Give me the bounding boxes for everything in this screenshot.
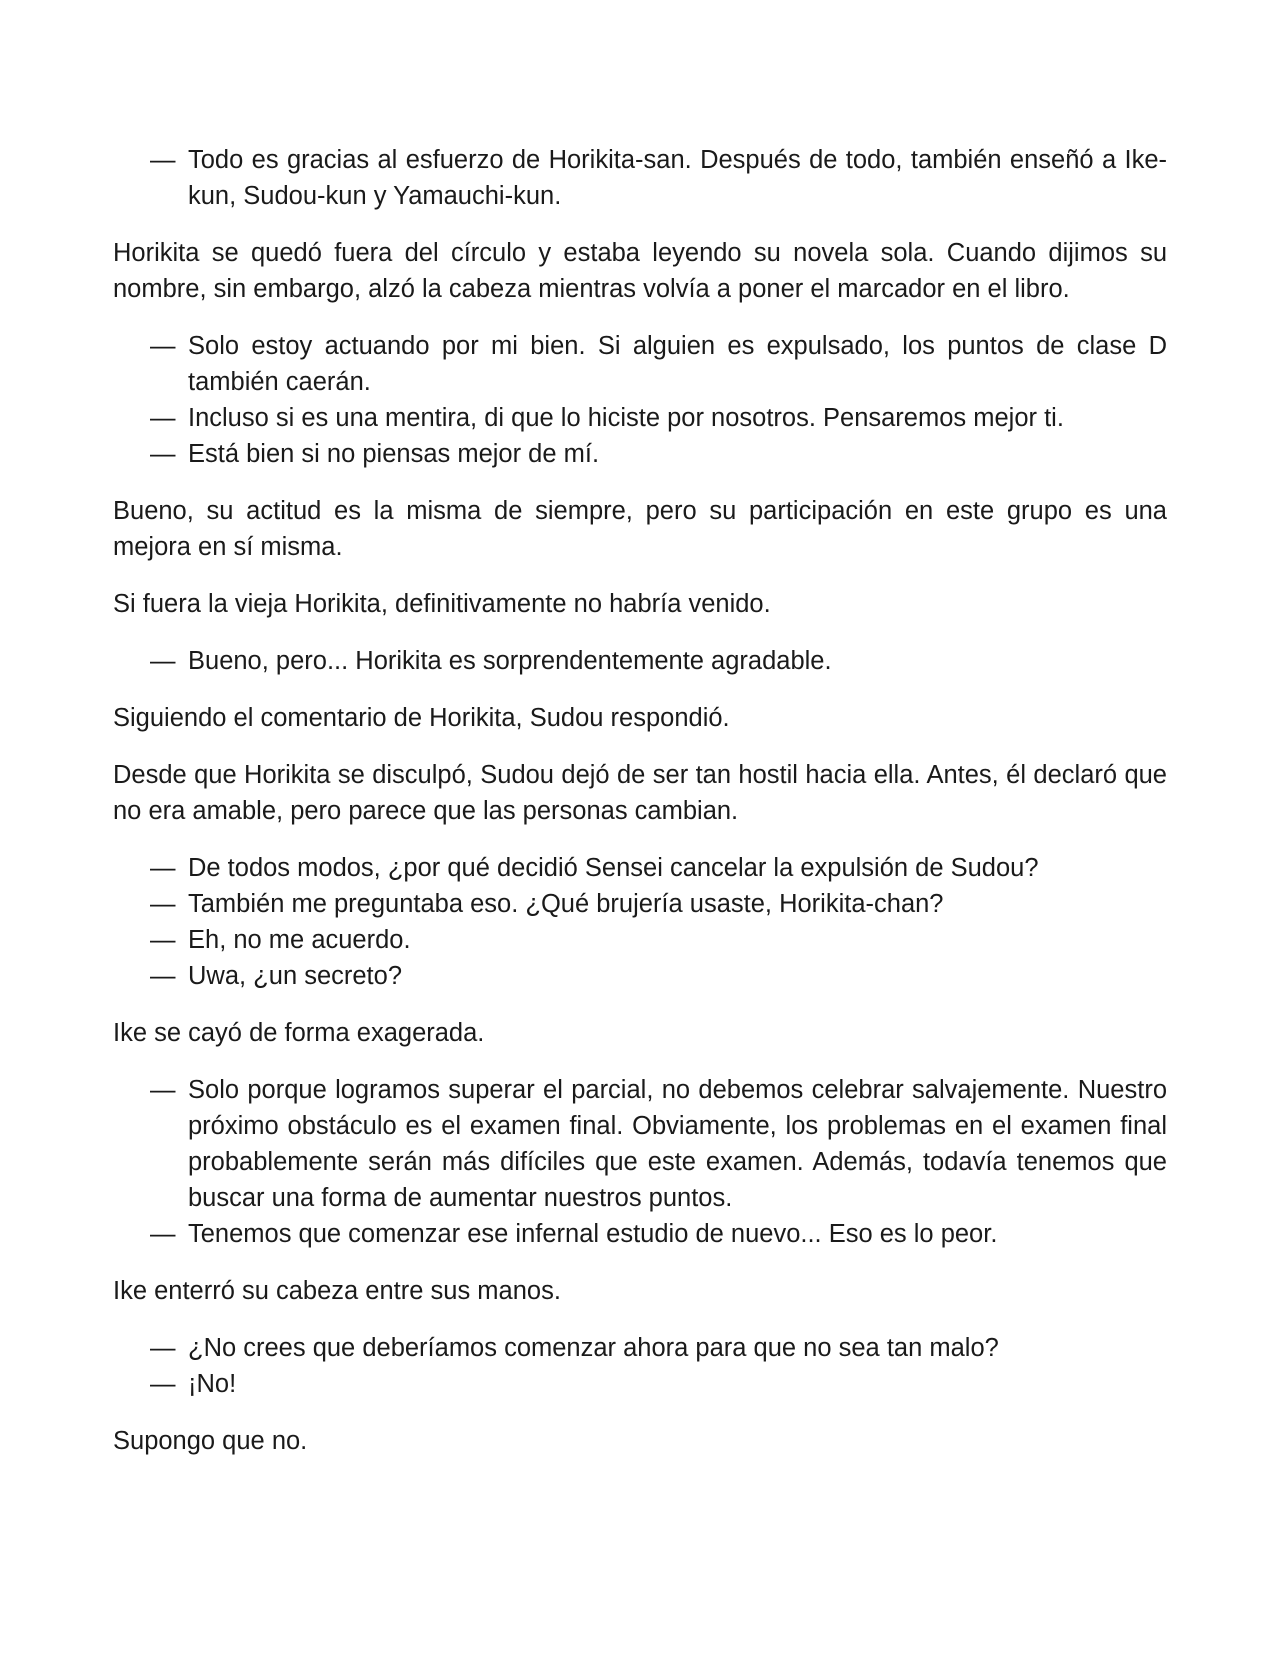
- dialogue-dash: —: [150, 854, 176, 882]
- dialogue-line: [113, 958, 1167, 994]
- dialogue-text: ¿No crees que deberíamos comenzar ahora para que no sea tan malo?: [188, 1334, 999, 1362]
- dialogue-dash: —: [150, 440, 176, 468]
- dialogue-line: [113, 922, 1167, 958]
- dialogue-text: Tenemos que comenzar ese infernal estudio de nuevo... Eso es lo peor.: [188, 1220, 998, 1248]
- dialogue-text: De todos modos, ¿por qué decidió Sensei cancelar la expulsión de Sudou?: [188, 854, 1039, 882]
- dialogue-dash: —: [150, 146, 176, 174]
- narration-paragraph: Desde que Horikita se disculpó, Sudou dejó de ser tan hostil hacia ella. Antes, él declaró que no era amable, pero parece que las personas cambian.: [113, 761, 1167, 825]
- document-page: [113, 142, 1167, 1480]
- dialogue-line: [113, 400, 1167, 436]
- dialogue-line: [113, 328, 1167, 400]
- dialogue-dash: —: [150, 1370, 176, 1398]
- narration-paragraph: Siguiendo el comentario de Horikita, Sudou respondió.: [113, 704, 730, 732]
- dialogue-dash: —: [150, 404, 176, 432]
- dialogue-line: [113, 142, 1167, 214]
- dialogue-text: También me preguntaba eso. ¿Qué brujería usaste, Horikita-chan?: [188, 890, 944, 918]
- dialogue-block: [113, 328, 1167, 472]
- dialogue-line: [113, 850, 1167, 886]
- dialogue-text: Eh, no me acuerdo.: [188, 926, 411, 954]
- dialogue-line: [113, 1330, 1167, 1366]
- dialogue-dash: —: [150, 890, 176, 918]
- dialogue-line: [113, 643, 1167, 679]
- dialogue-text: Todo es gracias al esfuerzo de Horikita-san. Después de todo, también enseñó a Ike-kun, Sudou-kun y Yamauchi-kun.: [188, 146, 1167, 210]
- narration-paragraph: Ike enterró su cabeza entre sus manos.: [113, 1277, 561, 1305]
- dialogue-dash: —: [150, 962, 176, 990]
- dialogue-block: [113, 643, 1167, 679]
- dialogue-text: Solo estoy actuando por mi bien. Si alguien es expulsado, los puntos de clase D también caerán.: [188, 332, 1167, 396]
- dialogue-dash: —: [150, 1076, 176, 1104]
- dialogue-text: Incluso si es una mentira, di que lo hiciste por nosotros. Pensaremos mejor ti.: [188, 404, 1064, 432]
- dialogue-dash: —: [150, 1334, 176, 1362]
- dialogue-block: [113, 1072, 1167, 1252]
- narration-paragraph: Ike se cayó de forma exagerada.: [113, 1019, 485, 1047]
- narration-paragraph: Si fuera la vieja Horikita, definitivamente no habría venido.: [113, 590, 771, 618]
- dialogue-text: Uwa, ¿un secreto?: [188, 962, 403, 990]
- narration-paragraph: Supongo que no.: [113, 1427, 308, 1455]
- dialogue-line: [113, 886, 1167, 922]
- narration-paragraph: Horikita se quedó fuera del círculo y estaba leyendo su novela sola. Cuando dijimos su nombre, sin embargo, alzó la cabeza mientras volvía a poner el marcador en el libro.: [113, 239, 1167, 303]
- dialogue-dash: —: [150, 926, 176, 954]
- dialogue-text: Solo porque logramos superar el parcial, no debemos celebrar salvajemente. Nuestro próximo obstáculo es el examen final. Obviamente, los problemas en el examen final probablemente serán más difíciles que este examen. Además, todavía tenemos que buscar una forma de aumentar nuestros puntos.: [188, 1076, 1167, 1212]
- dialogue-dash: —: [150, 332, 176, 360]
- dialogue-dash: —: [150, 647, 176, 675]
- dialogue-line: [113, 1216, 1167, 1252]
- dialogue-text: Bueno, pero... Horikita es sorprendentemente agradable.: [188, 647, 832, 675]
- dialogue-line: [113, 436, 1167, 472]
- dialogue-text: Está bien si no piensas mejor de mí.: [188, 440, 600, 468]
- dialogue-line: [113, 1072, 1167, 1216]
- dialogue-block: [113, 142, 1167, 214]
- narration-paragraph: Bueno, su actitud es la misma de siempre, pero su participación en este grupo es una mejora en sí misma.: [113, 497, 1167, 561]
- dialogue-text: ¡No!: [188, 1370, 237, 1398]
- dialogue-dash: —: [150, 1220, 176, 1248]
- dialogue-block: [113, 850, 1167, 994]
- dialogue-line: [113, 1366, 1167, 1402]
- dialogue-block: [113, 1330, 1167, 1402]
